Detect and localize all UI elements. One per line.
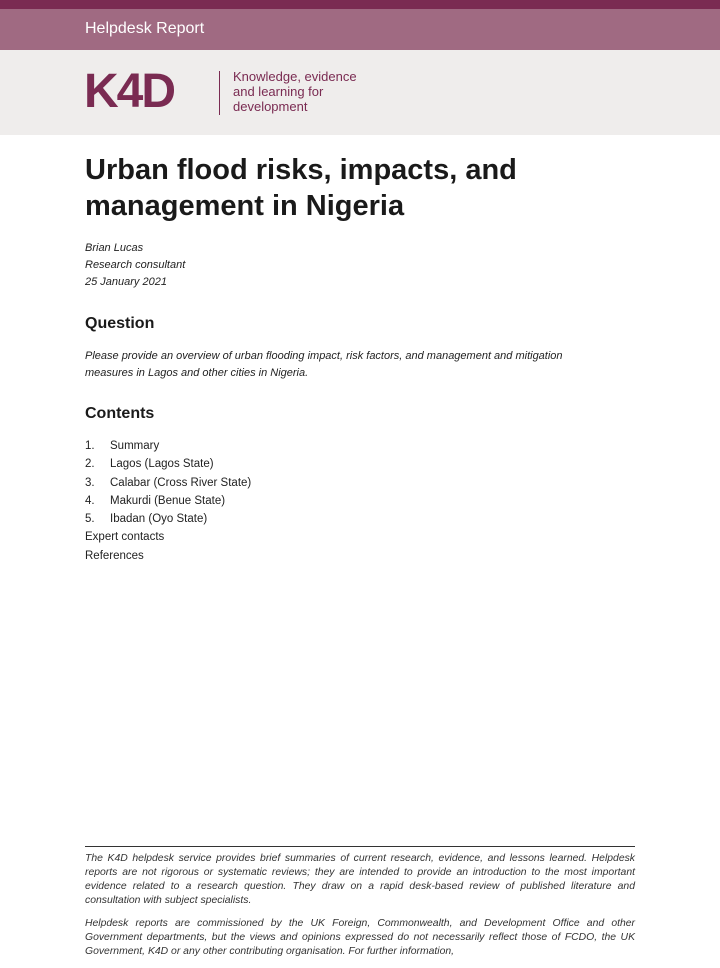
- toc-item[interactable]: [85, 455, 251, 473]
- report-type-label: Helpdesk Report: [85, 20, 205, 37]
- author-role: Research consultant: [85, 259, 186, 271]
- top-strip: [0, 0, 720, 9]
- toc-number: 4.: [85, 494, 95, 507]
- toc-label: References: [85, 549, 144, 562]
- toc-label: Calabar (Cross River State): [110, 476, 252, 489]
- toc-number: 1.: [85, 440, 95, 452]
- footer-divider: [85, 846, 635, 847]
- toc-number: 3.: [85, 476, 95, 489]
- logo-band: [0, 50, 720, 135]
- toc-number: 2.: [85, 458, 95, 471]
- tagline-line: Knowledge, evidence: [233, 69, 357, 84]
- disclaimer-paragraph: The K4D helpdesk service provides brief summaries of current research, evidence, and lessons learned. Helpdesk reports are not rigorous or systematic reviews; they are intended to provide an introduction to the most important evidence related to a research question. They draw on a rapid desk-based review of published literature and consultation with subject specialists.: [85, 853, 635, 906]
- toc-item[interactable]: [85, 528, 251, 546]
- table-of-contents: [85, 437, 251, 565]
- question-text: Please provide an overview of urban flooding impact, risk factors, and management and mitigation measures in Lagos and other cities in Nigeria.: [85, 350, 563, 379]
- document-title: Urban flood risks, impacts, and management in Nigeria: [85, 154, 517, 222]
- report-date: 25 January 2021: [85, 276, 167, 288]
- toc-label: Lagos (Lagos State): [110, 458, 214, 471]
- toc-item[interactable]: [85, 492, 251, 510]
- k4d-logo: K4D: [84, 65, 175, 118]
- toc-label: Summary: [110, 440, 160, 452]
- tagline-line: and learning for: [233, 84, 324, 99]
- header-band: [0, 9, 720, 50]
- logo-tagline: [233, 69, 357, 114]
- disclaimer-footer: [85, 852, 635, 968]
- toc-label: Makurdi (Benue State): [110, 494, 226, 507]
- author-name: Brian Lucas: [85, 242, 144, 254]
- toc-label: Ibadan (Oyo State): [110, 513, 208, 526]
- tagline-line: development: [233, 99, 308, 114]
- toc-label: Expert contacts: [85, 531, 165, 544]
- toc-item[interactable]: [85, 437, 251, 455]
- logo-divider: [219, 71, 220, 115]
- disclaimer-paragraph: Helpdesk reports are commissioned by the UK Foreign, Commonwealth, and Development Office and other Government departments, but the views and opinions expressed do not necessarily reflect those of FCDO, the UK Government, K4D or any other contributing organisation. For further information,: [85, 918, 635, 957]
- toc-item[interactable]: [85, 510, 251, 528]
- toc-item[interactable]: [85, 547, 251, 565]
- contents-heading: Contents: [85, 405, 155, 422]
- toc-item[interactable]: [85, 474, 251, 492]
- question-heading: Question: [85, 315, 155, 332]
- author-block: [85, 240, 185, 291]
- toc-number: 5.: [85, 513, 95, 526]
